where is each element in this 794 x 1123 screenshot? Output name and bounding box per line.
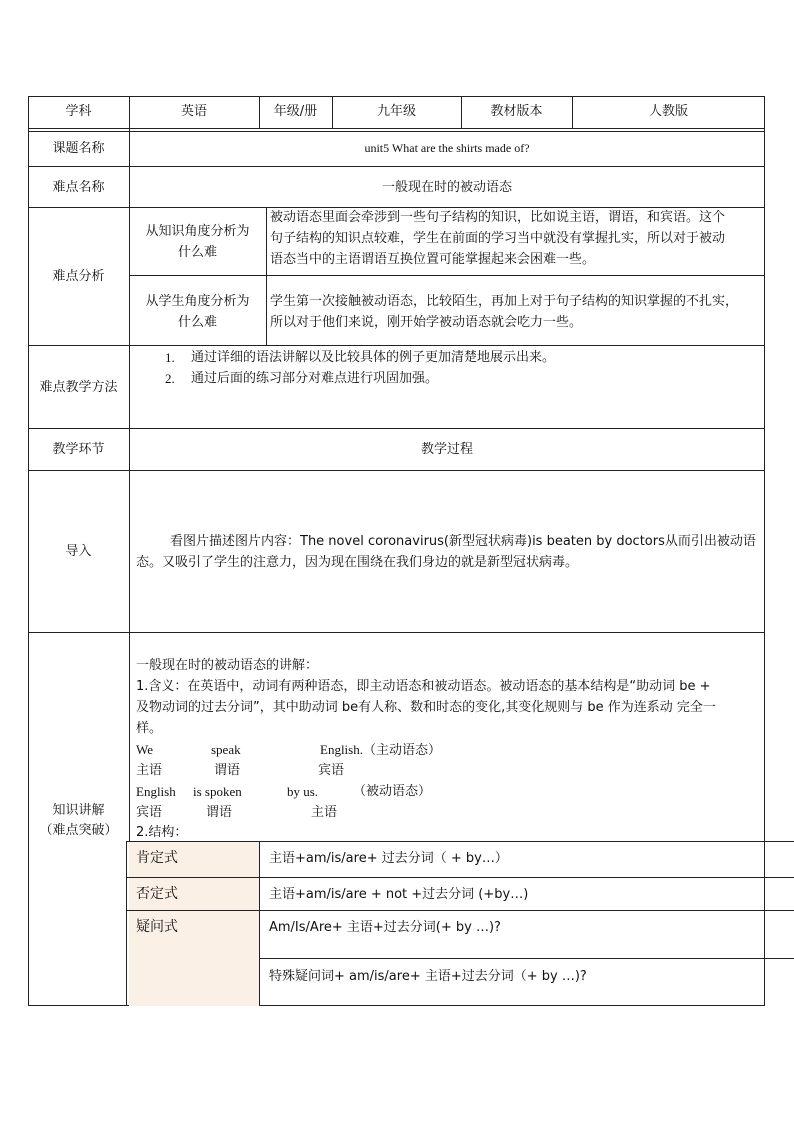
negative-label: 否定式 bbox=[136, 886, 178, 902]
example-word: English bbox=[136, 784, 176, 799]
row-divider bbox=[28, 166, 765, 167]
definition-text: 样。 bbox=[136, 721, 163, 736]
structure-row-divider bbox=[126, 841, 794, 842]
structure-row-divider bbox=[259, 958, 794, 959]
row-divider bbox=[28, 470, 765, 471]
difficulty-label: 难点名称 bbox=[52, 180, 105, 195]
affirmative-formula: 主语+am/is/are+ 过去分词（ + by…） bbox=[269, 851, 508, 866]
edition-label: 教材版本 bbox=[490, 104, 543, 119]
example-word: by us. bbox=[287, 784, 319, 799]
example-role: 宾语 bbox=[318, 763, 345, 778]
example-role: 主语 bbox=[311, 805, 338, 820]
example-word: is spoken bbox=[193, 784, 242, 799]
example-word: English.（主动语态） bbox=[320, 742, 441, 757]
process-label: 教学环节 bbox=[52, 442, 105, 457]
student-angle-label: 从学生角度分析为 bbox=[145, 294, 250, 309]
knowledge-angle-text: 被动语态里面会牵涉到一些句子结构的知识，比如说主语，谓语，和宾语。这个 bbox=[270, 210, 726, 225]
student-angle-text: 所以对于他们来说，刚开始学被动语态就会吃力一些。 bbox=[270, 315, 583, 330]
affirmative-label: 肯定式 bbox=[136, 850, 178, 866]
knowledge-angle-text: 语态当中的主语谓语互换位置可能掌握起来会困难一些。 bbox=[270, 252, 596, 267]
lesson-title: unit5 What are the shirts made of? bbox=[364, 141, 530, 155]
question-formula: Am/Is/Are+ 主语+过去分词(+ by …)? bbox=[269, 920, 501, 935]
edition-value: 人教版 bbox=[648, 104, 688, 119]
subject-label: 学科 bbox=[65, 104, 92, 119]
example-role: 谓语 bbox=[214, 763, 241, 778]
knowledge-heading: 一般现在时的被动语态的讲解： bbox=[136, 658, 319, 673]
example-role: 宾语 bbox=[136, 805, 163, 820]
method-item: 通过后面的练习部分对难点进行巩固加强。 bbox=[191, 371, 439, 386]
definition-text: 1.含义：在英语中，动词有两种语态，即主动语态和被动语态。被动语态的基本结构是“助动词 be + bbox=[136, 679, 711, 694]
grade-value: 九年级 bbox=[376, 104, 416, 119]
knowledge-angle-label: 从知识角度分析为 bbox=[145, 224, 250, 239]
lesson-label: 课题名称 bbox=[52, 141, 105, 156]
row-divider bbox=[28, 428, 765, 429]
structure-col-divider bbox=[259, 841, 260, 1006]
method-label: 难点教学方法 bbox=[39, 380, 118, 395]
intro-text: 态。又吸引了学生的注意力，因为现在围绕在我们身边的就是新型冠状病毒。 bbox=[136, 555, 579, 570]
row-divider bbox=[28, 632, 765, 633]
question-label: 疑问式 bbox=[136, 919, 178, 935]
structure-col-divider bbox=[126, 841, 127, 1006]
knowledge-label: （难点突破） bbox=[39, 823, 118, 838]
method-item-number: 2. bbox=[165, 371, 175, 386]
row-divider bbox=[129, 275, 765, 276]
row-divider bbox=[28, 345, 765, 346]
negative-formula: 主语+am/is/are + not +过去分词 (+by…) bbox=[269, 887, 529, 902]
knowledge-label: 知识讲解 bbox=[52, 803, 105, 818]
row-divider bbox=[28, 128, 765, 129]
example-role: 谓语 bbox=[206, 805, 233, 820]
process-value: 教学过程 bbox=[420, 442, 473, 457]
structure-row-divider bbox=[126, 877, 794, 878]
analysis-label: 难点分析 bbox=[52, 269, 105, 284]
student-angle-text: 学生第一次接触被动语态，比较陌生，再加上对于句子结构的知识掌握的不扎实， bbox=[270, 294, 739, 309]
example-word: We bbox=[136, 742, 153, 757]
structure-row-divider bbox=[126, 910, 794, 911]
example-word: （被动语态） bbox=[353, 784, 432, 799]
intro-text: 看图片描述图片内容：The novel coronavirus(新型冠状病毒)is beaten by doctors从而引出被动语 bbox=[170, 534, 756, 549]
col-divider bbox=[266, 207, 267, 345]
grade-label: 年级/册 bbox=[273, 104, 318, 119]
row-divider bbox=[28, 131, 765, 132]
knowledge-angle-label: 什么难 bbox=[177, 245, 217, 260]
definition-text: 及物动词的过去分词”，其中助动词 be有人称、数和时态的变化,其变化规则与 be 作为连系动 完全一 bbox=[136, 700, 716, 715]
intro-label: 导入 bbox=[65, 544, 92, 559]
knowledge-angle-text: 句子结构的知识点较难，学生在前面的学习当中就没有掌握扎实，所以对于被动 bbox=[270, 231, 726, 246]
example-word: speak bbox=[211, 742, 241, 757]
method-item: 通过详细的语法讲解以及比较具体的例子更加清楚地展示出来。 bbox=[191, 350, 556, 365]
example-role: 主语 bbox=[136, 763, 163, 778]
subject-value: 英语 bbox=[180, 104, 207, 119]
difficulty-value: 一般现在时的被动语态 bbox=[381, 180, 512, 195]
structure-heading: 2.结构： bbox=[136, 825, 188, 840]
special-question-formula: 特殊疑问词+ am/is/are+ 主语+过去分词（+ by …)? bbox=[269, 969, 587, 984]
method-item-number: 1. bbox=[165, 350, 175, 365]
student-angle-label: 什么难 bbox=[177, 315, 217, 330]
